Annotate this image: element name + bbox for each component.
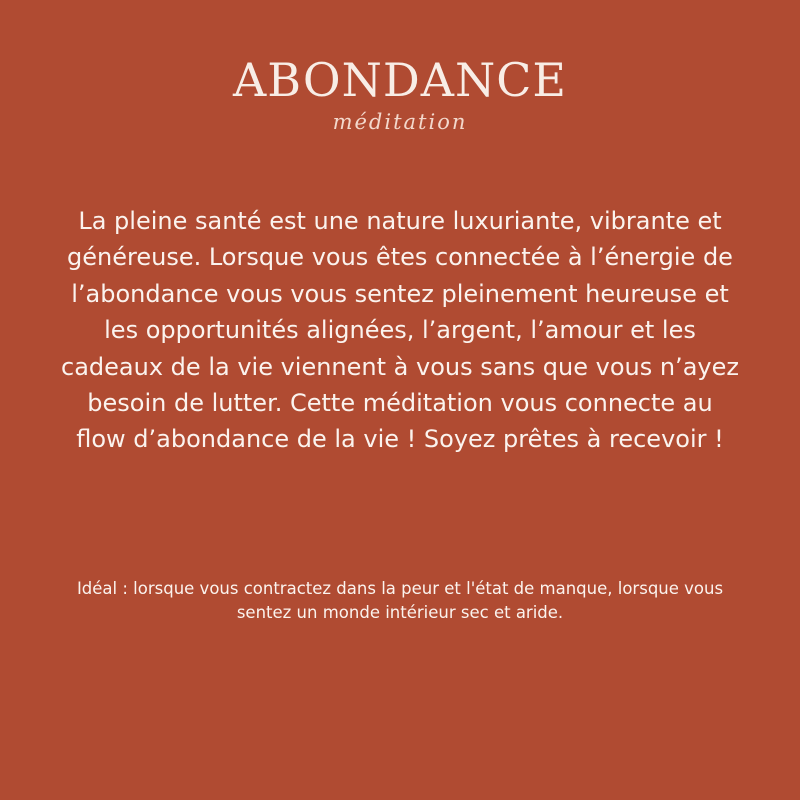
meditation-description: La pleine santé est une nature luxuriante, vibrante et généreuse. Lorsque vous êtes connectée à l’énergie de l’abondance vous vous sentez pleinement heureuse et les opportunités alignées, l’argent, l’amour et les cadeaux de la vie viennent à vous sans que vous n’ayez besoin de lutter. Cette méditation vous connecte au flow d’abondance de la vie ! Soyez prêtes à recevoir !	[61, 207, 739, 454]
meditation-subtitle: méditation	[332, 110, 468, 134]
ideal-note: Idéal : lorsque vous contractez dans la peur et l'état de manque, lorsque vous sentez un monde intérieur sec et aride.	[76, 579, 724, 622]
meditation-title: ABONDANCE	[233, 53, 567, 107]
